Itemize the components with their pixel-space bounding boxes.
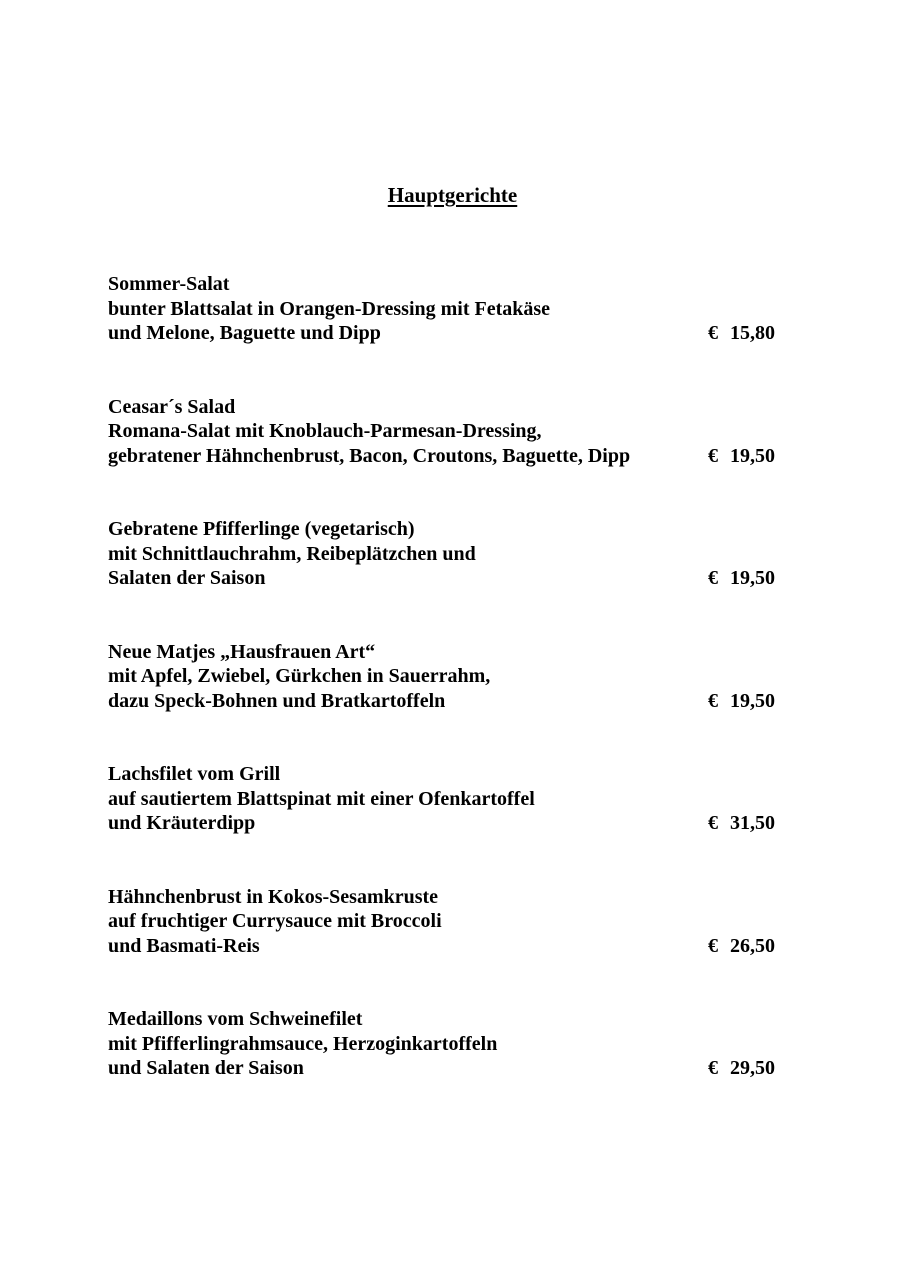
price-value: 31,50 [730,812,775,834]
dish-description-line: bunter Blattsalat in Orangen-Dressing mit Fetakäse [108,297,551,320]
dish-description-line: auf fruchtiger Currysauce mit Broccoli [108,910,442,932]
dish-item [108,1007,798,1130]
dish-price [708,321,775,346]
dish-description-line: und Basmati-Reis [108,934,260,957]
price-value: 19,50 [730,689,775,712]
dish-price [708,566,775,591]
dish-item [108,517,798,640]
dish-name: Sommer-Salat [108,273,230,295]
price-value: 19,50 [730,567,775,589]
menu-heading: Hauptgerichte [387,183,518,207]
price-value: 29,50 [730,1057,775,1079]
dish-price [708,689,775,714]
dish-item [108,885,798,1008]
dish-description-line: auf sautiertem Blattspinat mit einer Ofenkartoffel [108,787,535,810]
dish-name: Gebratene Pfifferlinge (vegetarisch) [108,518,415,540]
dish-description-line: und Salaten der Saison [108,1057,304,1079]
dish-description-line: gebratener Hähnchenbrust, Bacon, Croutons, Baguette, Dipp [108,444,631,467]
currency-symbol: € [708,689,718,712]
dish-description-line: und Melone, Baguette und Dipp [108,322,381,344]
dish-item [108,762,798,885]
dish-name: Neue Matjes „Hausfrauen Art“ [108,640,376,663]
dish-name: Hähnchenbrust in Kokos-Sesamkruste [108,885,439,908]
dish-description-line: mit Schnittlauchrahm, Reibeplätzchen und [108,542,476,565]
dish-description-line: dazu Speck-Bohnen und Bratkartoffeln [108,689,446,712]
dish-name: Ceasar´s Salad [108,395,236,418]
currency-symbol: € [708,934,718,957]
dish-item [108,272,798,395]
dish-price [708,1056,775,1081]
currency-symbol: € [708,1057,718,1079]
dish-item [108,640,798,763]
dish-price [708,811,775,836]
dish-description-line: mit Apfel, Zwiebel, Gürkchen in Sauerrahm, [108,665,491,687]
dish-price [708,444,775,469]
currency-symbol: € [708,567,718,589]
dish-description-line: Salaten der Saison [108,567,266,589]
price-value: 26,50 [730,934,775,957]
dish-list [108,272,798,1130]
dish-description-line: mit Pfifferlingrahmsauce, Herzoginkartoffeln [108,1032,498,1055]
dish-name: Lachsfilet vom Grill [108,763,281,785]
currency-symbol: € [708,322,718,344]
dish-description-line: Romana-Salat mit Knoblauch-Parmesan-Dressing, [108,420,542,442]
price-value: 15,80 [730,322,775,344]
currency-symbol: € [708,444,718,467]
dish-item [108,395,798,518]
dish-price [708,934,775,959]
dish-description-line: und Kräuterdipp [108,812,256,834]
price-value: 19,50 [730,444,775,467]
currency-symbol: € [708,812,718,834]
dish-name: Medaillons vom Schweinefilet [108,1008,363,1030]
